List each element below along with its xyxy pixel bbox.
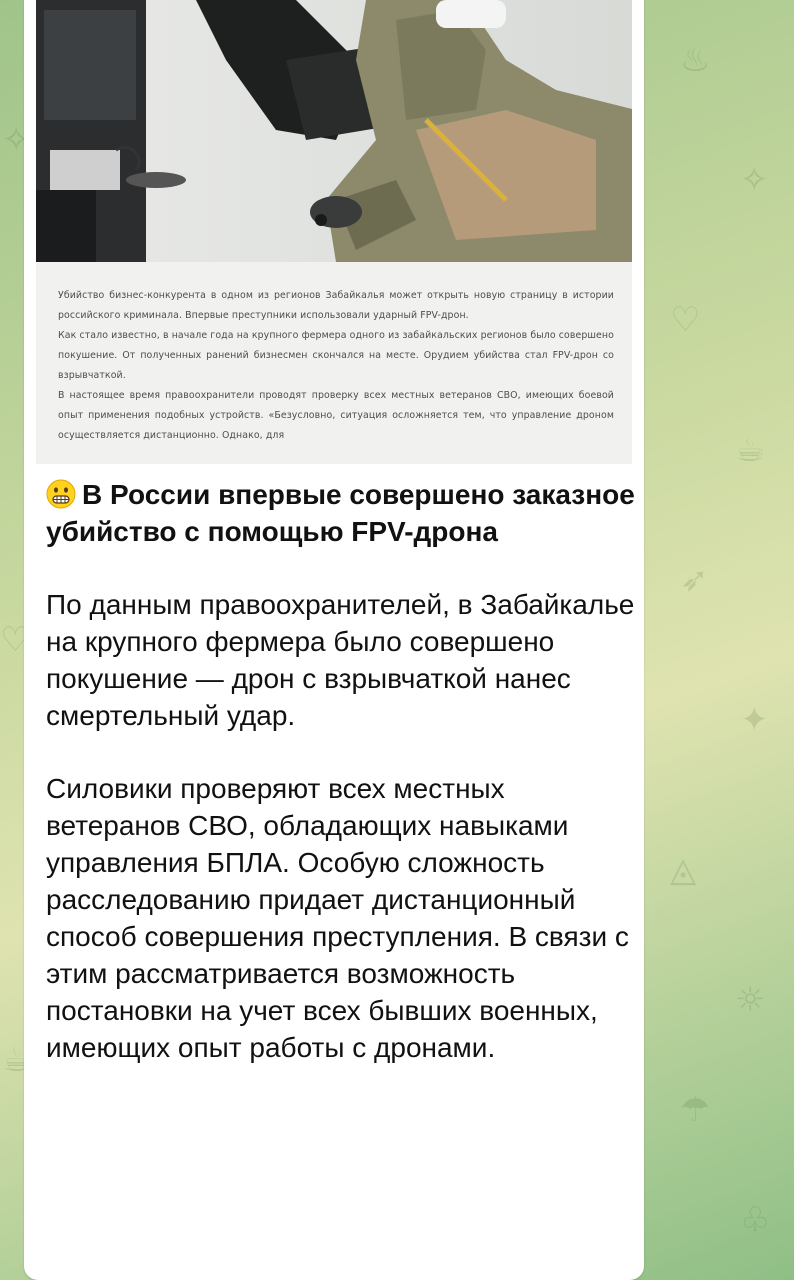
message-media[interactable] [36,0,632,464]
message-bubble[interactable] [24,0,644,1280]
article-photo [36,0,632,262]
cup-icon: ☕ [735,430,766,470]
article-text [58,286,614,446]
pizza-icon: ◬ [670,850,697,890]
heart-icon: ♡ [670,300,701,340]
star-icon: ✧ [2,120,31,160]
rocket-icon: ➶ [680,560,709,600]
post-paragraph: Силовики проверяют всех местных ветеранов СВО, обладающих навыками управления БПЛА. Особую сложность расследованию придает дистанционный способ совершения преступления. В связи с этим рассматривается возможность постановки на учет всех бывших военных, имеющих опыт работы с дронами. [46,773,629,1063]
star-icon: ✧ [740,160,769,200]
article-paragraph: Как стало известно, в начале года на крупного фермера одного из забайкальских регионов было совершено покушение. От полученных ранений бизнесмен скончался на месте. Орудием убийства стал FPV-дрон со взрывчаткой. [58,330,614,381]
balloon-icon: ♧ [740,1200,771,1240]
grimacing-face-icon [46,479,76,509]
post-paragraph: По данным правоохранителей, в Забайкалье на крупного фермера было совершено покушение — дрон с взрывчаткой нанес смертельный удар. [46,589,635,731]
cup-icon: ☕ [2,1040,33,1080]
headline-text: В России впервые совершено заказное убийство с помощью FPV-дрона [46,479,635,547]
cake-icon: ♨ [680,40,711,80]
lightbulb-icon: ☼ [735,980,766,1020]
heart-icon: ♡ [0,620,31,660]
article-paragraph: Убийство бизнес-конкурента в одном из регионов Забайкалья может открыть новую страницу в истории российского криминала. Впервые преступники использовали ударный FPV-дрон. [58,290,614,321]
article-paragraph: В настоящее время правоохранители проводят проверку всех местных ветеранов СВО, имеющих боевой опыт применения подобных устройств. «Безусловно, ситуация осложняется тем, что управление дроном осуществляется дистанционно. Однако, для [58,390,614,441]
message-text [46,476,636,1066]
umbrella-icon: ☂ [680,1090,711,1130]
star-icon: ✦ [740,700,769,740]
post-headline [46,476,636,550]
